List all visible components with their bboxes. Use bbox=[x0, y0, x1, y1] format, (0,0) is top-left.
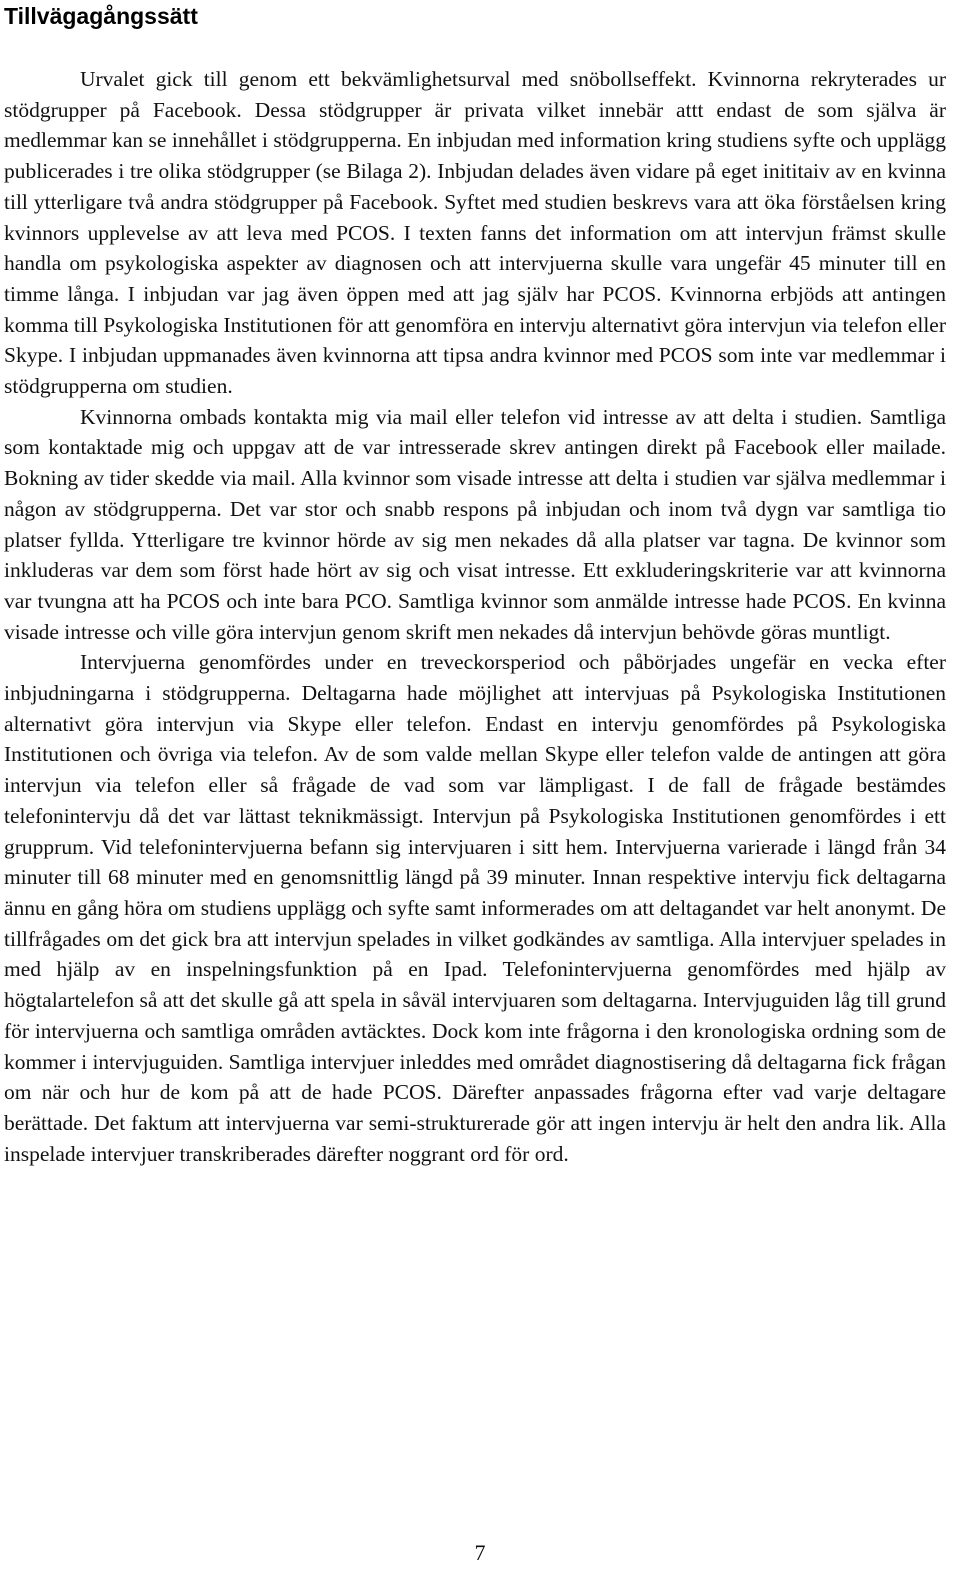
section-heading: Tillvägagångssätt bbox=[4, 3, 198, 29]
page-number: 7 bbox=[474, 1540, 486, 1565]
paragraph-interviews: Intervjuerna genomfördes under en treveckorsperiod och påbörjades ungefär en vecka efter inbjudningarna i stödgrupperna. Deltagarna hade möjlighet att intervjuas på Psykologiska Institutionen alternativt göra intervjun via Skype eller telefon. Endast en intervju genomfördes på Psykologiska Institutionen och övriga via telefon. Av de som valde mellan Skype eller telefon valde de antingen att göra intervjun via telefon eller så frågade de vad som var lämpligast. I de fall de frågade bestämdes telefonintervju då det var lättast teknikmässigt. Intervjun på Psykologiska Institutionen genomfördes i ett grupprum. Vid telefonintervjuerna befann sig intervjuaren i sitt hem. Intervjuerna varierade i längd från 34 minuter till 68 minuter med en genomsnittlig längd på 39 minuter. Innan respektive intervju fick deltagarna ännu en gång höra om studiens upplägg och syfte samt informerades om att deltagandet var helt anonymt. De tillfrågades om det gick bra att intervjun spelades in vilket godkändes av samtliga. Alla intervjuer spelades in med hjälp av en inspelningsfunktion på en Ipad. Telefonintervjuerna genomfördes med hjälp av högtalartelefon så att det skulle gå att spela in såväl intervjuaren som deltagarna. Intervjuguiden låg till grund för intervjuerna och samtliga områden avtäcktes. Dock kom inte frågorna i den kronologiska ordning som de kommer i intervjuguiden. Samtliga intervjuer inleddes med området diagnostisering då deltagarna fick frågan om när och hur de kom på att de hade PCOS. Därefter anpassades frågorna efter vad varje deltagare berättade. Det faktum att intervjuerna var semi-strukturerade gör att ingen intervju är helt den andra lik. Alla inspelade intervjuer transkriberades därefter noggrant ord för ord. bbox=[4, 650, 946, 1166]
body-text bbox=[4, 64, 946, 1169]
paragraph-participants: Kvinnorna ombads kontakta mig via mail eller telefon vid intresse av att delta i studien. Samtliga som kontaktade mig och uppgav att de var intresserade skrev antingen direkt på Facebook eller mailade. Bokning av tider skedde via mail. Alla kvinnor som visade intresse att delta i studien var själva medlemmar i någon av stödgrupperna. Det var stor och snabb respons på inbjudan och inom två dygn var samtliga tio platser fyllda. Ytterligare tre kvinnor hörde av sig men nekades då alla platser var tagna. De kvinnor som inkluderas var dem som först hade hört av sig och visat intresse. Ett exkluderingskriterie var att kvinnorna var tvungna att ha PCOS och inte bara PCO. Samtliga kvinnor som anmälde intresse hade PCOS. En kvinna visade intresse och ville göra intervjun genom skrift men nekades då intervjun behövde göras muntligt. bbox=[4, 404, 946, 644]
paragraph-recruitment: Urvalet gick till genom ett bekvämlighetsurval med snöbollseffekt. Kvinnorna rekryterades ur stödgrupper på Facebook. Dessa stödgrupper är privata vilket innebär attt endast de som själva är medlemmar kan se innehållet i stödgrupperna. En inbjudan med information kring studiens syfte och upplägg publicerades i tre olika stödgrupper (se Bilaga 2). Inbjudan delades även vidare på eget inititaiv av en kvinna till ytterligare två andra stödgrupper på Facebook. Syftet med studien beskrevs vara att öka förståelsen kring kvinnors upplevelse av att leva med PCOS. I texten fanns det information om att intervjun främst skulle handla om psykologiska aspekter av diagnosen och att intervjuerna skulle vara ungefär 45 minuter till en timme långa. I inbjudan var jag även öppen med att jag själv har PCOS. Kvinnorna erbjöds att antingen komma till Psykologiska Institutionen för att genomföra en intervju alternativt göra intervjun via telefon eller Skype. I inbjudan uppmanades även kvinnorna att tipsa andra kvinnor med PCOS som inte var medlemmar i stödgrupperna om studien. bbox=[4, 67, 946, 399]
